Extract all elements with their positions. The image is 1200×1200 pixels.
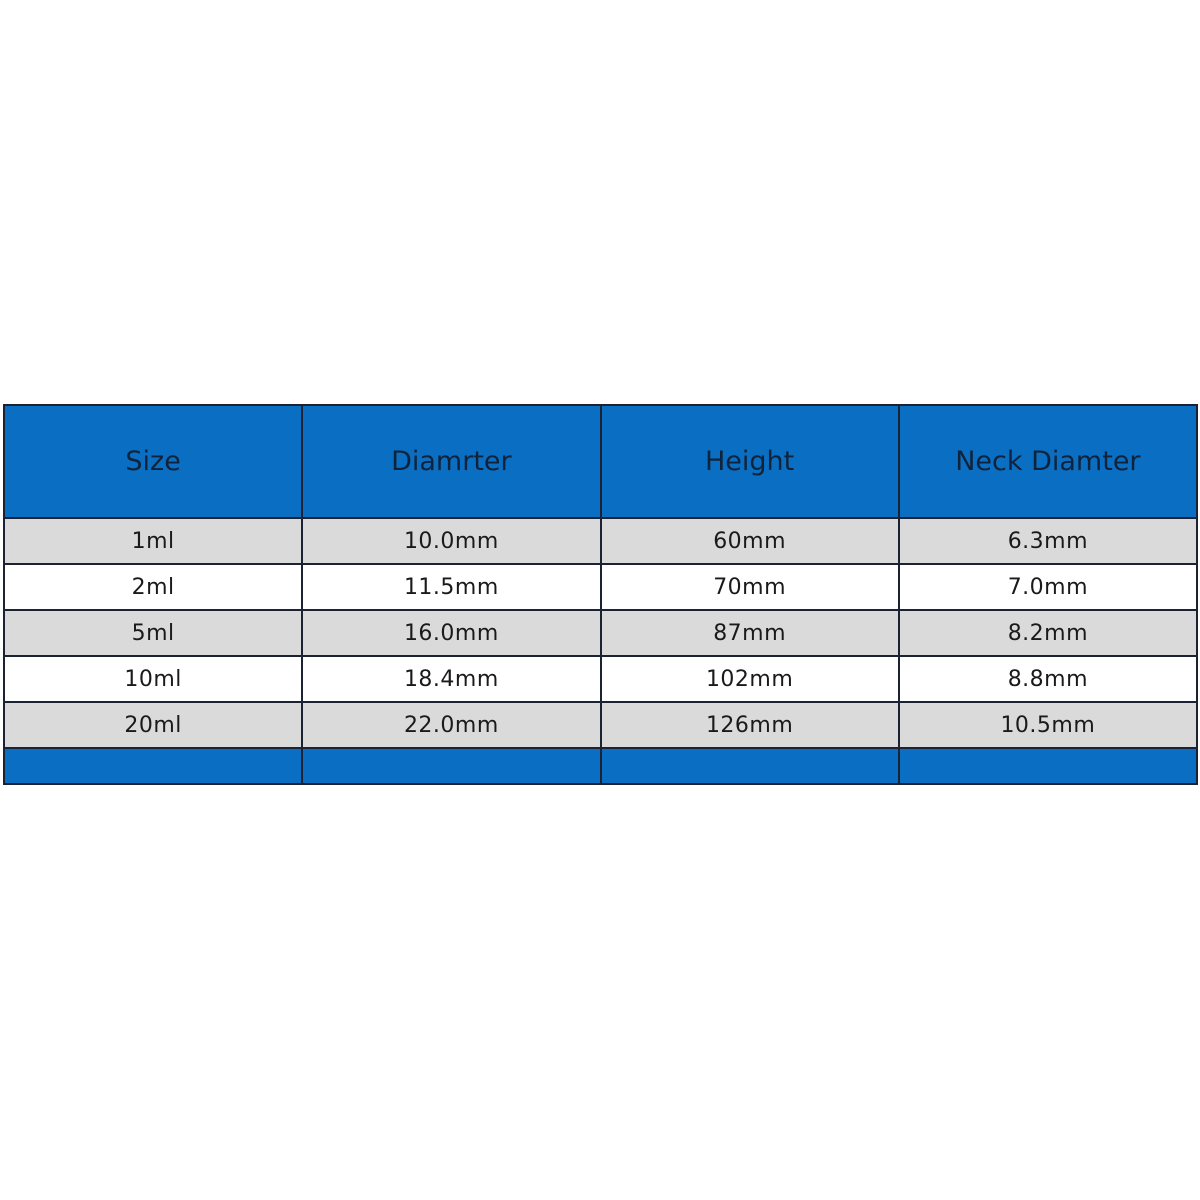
size-spec-table (3, 404, 1198, 785)
table-row (4, 702, 1197, 748)
footer-cell (4, 748, 302, 784)
cell-diameter: 22.0mm (302, 702, 600, 748)
cell-height: 70mm (601, 564, 899, 610)
cell-height: 126mm (601, 702, 899, 748)
cell-neck-diameter: 7.0mm (899, 564, 1197, 610)
cell-size: 5ml (4, 610, 302, 656)
header-height: Height (601, 405, 899, 518)
cell-size: 2ml (4, 564, 302, 610)
footer-cell (302, 748, 600, 784)
cell-size: 1ml (4, 518, 302, 564)
header-size: Size (4, 405, 302, 518)
table-row (4, 610, 1197, 656)
table-row (4, 656, 1197, 702)
footer-cell (601, 748, 899, 784)
cell-diameter: 11.5mm (302, 564, 600, 610)
cell-height: 87mm (601, 610, 899, 656)
header-neck-diameter: Neck Diamter (899, 405, 1197, 518)
cell-diameter: 10.0mm (302, 518, 600, 564)
cell-size: 10ml (4, 656, 302, 702)
cell-neck-diameter: 8.8mm (899, 656, 1197, 702)
cell-neck-diameter: 6.3mm (899, 518, 1197, 564)
table-row (4, 564, 1197, 610)
table-header-row (4, 405, 1197, 518)
cell-height: 60mm (601, 518, 899, 564)
table-footer-row (4, 748, 1197, 784)
cell-height: 102mm (601, 656, 899, 702)
footer-cell (899, 748, 1197, 784)
cell-diameter: 18.4mm (302, 656, 600, 702)
cell-neck-diameter: 8.2mm (899, 610, 1197, 656)
header-diameter: Diamrter (302, 405, 600, 518)
table-row (4, 518, 1197, 564)
cell-size: 20ml (4, 702, 302, 748)
cell-neck-diameter: 10.5mm (899, 702, 1197, 748)
cell-diameter: 16.0mm (302, 610, 600, 656)
